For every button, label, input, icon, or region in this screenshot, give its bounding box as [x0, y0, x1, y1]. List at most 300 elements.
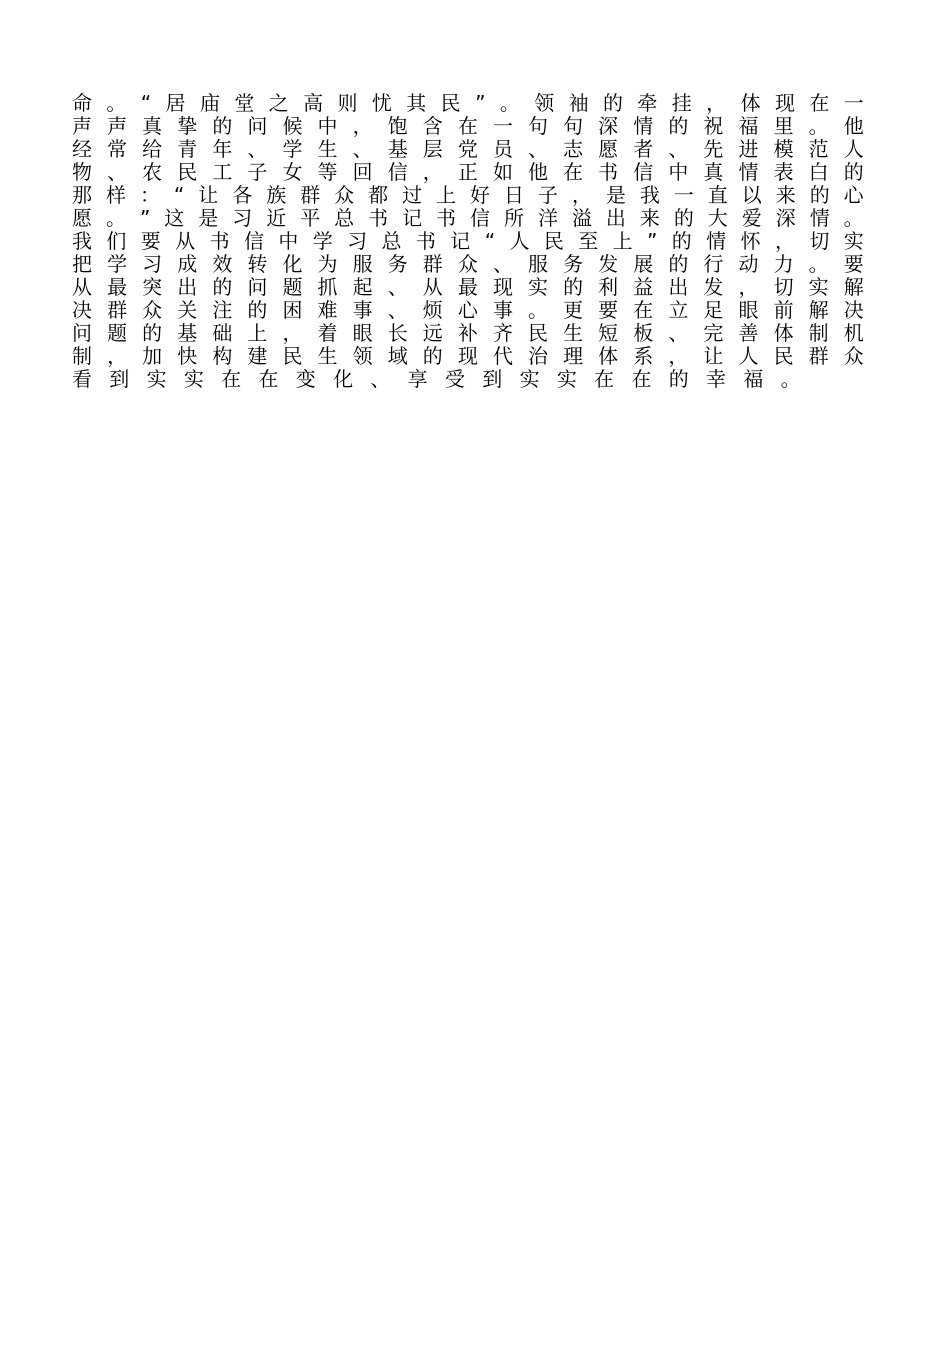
text-line: [72, 345, 864, 368]
glyph: 情: [809, 206, 830, 230]
glyph: 的: [668, 252, 689, 276]
glyph: 在: [221, 367, 242, 391]
glyph: 祝: [703, 114, 724, 138]
glyph: 着: [317, 321, 338, 345]
glyph: 出: [605, 206, 626, 230]
glyph: 众: [457, 252, 478, 276]
text-line: [72, 92, 864, 115]
glyph: 学: [312, 229, 333, 253]
glyph: 我: [72, 229, 92, 253]
glyph: 基: [177, 321, 198, 345]
glyph: 发: [598, 252, 619, 276]
glyph: ，: [282, 321, 303, 345]
glyph: 居: [165, 91, 186, 115]
glyph: 决: [843, 298, 864, 322]
glyph: 的: [673, 206, 694, 230]
glyph: 正: [457, 160, 478, 184]
glyph: 让: [198, 183, 219, 207]
glyph: 受: [444, 367, 465, 391]
glyph: 。: [808, 114, 829, 138]
glyph: 在: [594, 367, 615, 391]
glyph: 实: [183, 367, 204, 391]
glyph: 幸: [706, 367, 727, 391]
text-line: [72, 253, 864, 276]
text-line-last: [72, 368, 864, 391]
glyph: 从: [422, 275, 443, 299]
glyph: 我: [639, 183, 660, 207]
glyph: 突: [142, 275, 163, 299]
glyph: 情: [633, 114, 654, 138]
glyph: 足: [703, 298, 724, 322]
glyph: 愿: [598, 137, 619, 161]
glyph: 们: [106, 229, 127, 253]
glyph: 础: [212, 321, 233, 345]
glyph: 效: [212, 252, 233, 276]
glyph: 人: [843, 137, 864, 161]
glyph: 的: [212, 275, 233, 299]
glyph: 学: [107, 252, 128, 276]
glyph: 子: [537, 183, 558, 207]
glyph: 补: [457, 321, 478, 345]
glyph: 的: [809, 183, 830, 207]
glyph: ，: [352, 114, 373, 138]
text-line: [72, 207, 864, 230]
glyph: 记: [450, 229, 471, 253]
glyph: 先: [703, 137, 724, 161]
glyph: 务: [563, 252, 584, 276]
glyph: 直: [707, 183, 728, 207]
glyph: 为: [317, 252, 338, 276]
glyph: 。: [105, 206, 126, 230]
glyph: 实: [519, 367, 540, 391]
glyph: 真: [703, 160, 724, 184]
glyph: 的: [422, 344, 443, 368]
glyph: 好: [470, 183, 490, 207]
text-line: [72, 115, 864, 138]
glyph: 出: [177, 275, 198, 299]
glyph: 务: [387, 252, 408, 276]
glyph: 声: [107, 114, 128, 138]
glyph: 常: [107, 137, 128, 161]
glyph: 声: [72, 114, 92, 138]
glyph: 。: [843, 206, 864, 230]
glyph: 建: [247, 344, 268, 368]
glyph: 短: [598, 321, 619, 345]
glyph: ，: [422, 160, 443, 184]
glyph: 的: [247, 298, 268, 322]
glyph: 体: [740, 91, 761, 115]
glyph: ，: [706, 91, 727, 115]
glyph: 里: [773, 114, 794, 138]
glyph: 以: [741, 183, 762, 207]
text-line: [72, 276, 864, 299]
glyph: ：: [139, 183, 160, 207]
glyph: 书: [209, 229, 230, 253]
glyph: 域: [387, 344, 408, 368]
glyph: 深: [775, 206, 796, 230]
glyph: ，: [738, 275, 759, 299]
glyph: 中: [278, 229, 299, 253]
glyph: 人: [738, 344, 759, 368]
glyph: 眼: [738, 298, 759, 322]
glyph: 中: [668, 160, 689, 184]
glyph: 在: [563, 160, 584, 184]
glyph: 句: [563, 114, 584, 138]
glyph: 习: [142, 252, 163, 276]
glyph: 在: [457, 114, 478, 138]
glyph: 习: [347, 229, 368, 253]
glyph: 堂: [234, 91, 255, 115]
glyph: 切: [773, 275, 794, 299]
glyph: 学: [282, 137, 303, 161]
glyph: 年: [212, 137, 233, 161]
glyph: 问: [247, 114, 268, 138]
glyph: 构: [212, 344, 233, 368]
glyph: 体: [598, 344, 619, 368]
glyph: 上: [436, 183, 457, 207]
glyph: 总: [381, 229, 402, 253]
glyph: 福: [738, 114, 759, 138]
glyph: ，: [668, 344, 689, 368]
glyph: 书: [368, 206, 389, 230]
glyph: 眼: [352, 321, 373, 345]
glyph: 实: [808, 275, 829, 299]
glyph: 志: [563, 137, 584, 161]
glyph: ，: [774, 229, 795, 253]
glyph: 书: [415, 229, 436, 253]
glyph: 实: [146, 367, 167, 391]
glyph: 庙: [199, 91, 220, 115]
glyph: 一: [673, 183, 694, 207]
glyph: ，: [107, 344, 128, 368]
glyph: 饱: [387, 114, 408, 138]
glyph: 福: [743, 367, 764, 391]
glyph: 中: [317, 114, 338, 138]
glyph: 他: [843, 114, 864, 138]
glyph: 关: [177, 298, 198, 322]
glyph: 代: [492, 344, 513, 368]
glyph: 含: [422, 114, 443, 138]
glyph: 从: [175, 229, 196, 253]
glyph: 实: [556, 367, 577, 391]
glyph: 把: [72, 252, 92, 276]
glyph: 切: [809, 229, 830, 253]
glyph: 。: [780, 367, 801, 391]
glyph: 模: [773, 137, 794, 161]
glyph: 爱: [741, 206, 762, 230]
glyph: 制: [808, 321, 829, 345]
glyph: 上: [247, 321, 268, 345]
glyph: 到: [482, 367, 503, 391]
glyph: 来: [639, 206, 660, 230]
glyph: 完: [703, 321, 724, 345]
glyph: ，: [571, 183, 592, 207]
glyph: 生: [317, 344, 338, 368]
glyph: 袖: [568, 91, 589, 115]
glyph: 现: [774, 91, 795, 115]
glyph: 民: [528, 321, 549, 345]
glyph: 一: [492, 114, 513, 138]
glyph: 来: [775, 183, 796, 207]
glyph: 困: [282, 298, 303, 322]
glyph: 。: [499, 91, 520, 115]
glyph: ”: [139, 206, 151, 230]
glyph: 工: [212, 160, 233, 184]
glyph: 上: [612, 229, 633, 253]
glyph: 挚: [177, 114, 198, 138]
glyph: 在: [631, 367, 652, 391]
glyph: 记: [402, 206, 423, 230]
glyph: “: [140, 91, 152, 115]
glyph: 现: [457, 344, 478, 368]
glyph: ”: [647, 229, 658, 253]
glyph: 益: [633, 275, 654, 299]
glyph: 党: [457, 137, 478, 161]
glyph: 挂: [671, 91, 692, 115]
glyph: 白: [808, 160, 829, 184]
glyph: 日: [503, 183, 524, 207]
glyph: 烦: [422, 298, 443, 322]
glyph: 要: [843, 252, 864, 276]
glyph: 发: [703, 275, 724, 299]
glyph: 各: [232, 183, 253, 207]
glyph: 的: [671, 229, 692, 253]
glyph: 快: [177, 344, 198, 368]
glyph: 溢: [571, 206, 592, 230]
glyph: 立: [668, 298, 689, 322]
glyph: 习: [232, 206, 253, 230]
glyph: 心: [457, 298, 478, 322]
glyph: 层: [422, 137, 443, 161]
glyph: 服: [528, 252, 549, 276]
glyph: 理: [563, 344, 584, 368]
glyph: 群: [422, 252, 443, 276]
glyph: 至: [578, 229, 599, 253]
glyph: 要: [140, 229, 161, 253]
glyph: 如: [492, 160, 513, 184]
glyph: 子: [247, 160, 268, 184]
glyph: 决: [72, 298, 92, 322]
glyph: 农: [142, 160, 163, 184]
glyph: 在: [809, 91, 830, 115]
glyph: 他: [528, 160, 549, 184]
glyph: 的: [668, 114, 689, 138]
glyph: 难: [317, 298, 338, 322]
glyph: 抓: [317, 275, 338, 299]
glyph: 、: [492, 252, 513, 276]
glyph: 民: [440, 91, 461, 115]
glyph: 机: [843, 321, 864, 345]
glyph: 总: [334, 206, 355, 230]
glyph: 范: [808, 137, 829, 161]
glyph: 出: [668, 275, 689, 299]
glyph: 的: [563, 275, 584, 299]
glyph: 成: [177, 252, 198, 276]
glyph: 让: [703, 344, 724, 368]
glyph: 、: [370, 367, 391, 391]
glyph: 基: [387, 137, 408, 161]
glyph: 情: [738, 160, 759, 184]
glyph: 情: [706, 229, 727, 253]
glyph: 则: [337, 91, 358, 115]
glyph: 女: [282, 160, 303, 184]
glyph: 是: [198, 206, 219, 230]
glyph: 看: [72, 367, 92, 391]
glyph: 、: [247, 137, 268, 161]
glyph: 经: [72, 137, 92, 161]
glyph: “: [484, 229, 496, 253]
glyph: 实: [843, 229, 864, 253]
glyph: 命: [72, 91, 92, 115]
glyph: 忧: [371, 91, 392, 115]
glyph: 书: [436, 206, 457, 230]
glyph: 民: [773, 344, 794, 368]
glyph: 题: [107, 321, 128, 345]
glyph: 问: [247, 275, 268, 299]
glyph: 行: [703, 252, 724, 276]
text-line: [72, 322, 864, 345]
body-paragraph: [72, 92, 864, 391]
glyph: 、: [107, 160, 128, 184]
glyph: 过: [402, 183, 423, 207]
glyph: 问: [72, 321, 92, 345]
glyph: 众: [334, 183, 355, 207]
glyph: 的: [142, 321, 163, 345]
glyph: 等: [317, 160, 338, 184]
glyph: 员: [492, 137, 513, 161]
glyph: 治: [528, 344, 549, 368]
glyph: 生: [317, 137, 338, 161]
glyph: 实: [528, 275, 549, 299]
glyph: 众: [142, 298, 163, 322]
glyph: 所: [503, 206, 524, 230]
text-line: [72, 299, 864, 322]
glyph: 愿: [72, 206, 92, 230]
glyph: 人: [509, 229, 530, 253]
glyph: 起: [352, 275, 373, 299]
glyph: 。: [106, 91, 127, 115]
glyph: 展: [633, 252, 654, 276]
glyph: 的: [212, 114, 233, 138]
glyph: 远: [422, 321, 443, 345]
glyph: 一: [843, 91, 864, 115]
glyph: 利: [598, 275, 619, 299]
glyph: 更: [563, 298, 584, 322]
text-line: [72, 161, 864, 184]
glyph: 事: [492, 298, 513, 322]
glyph: 解: [843, 275, 864, 299]
glyph: 怀: [740, 229, 761, 253]
glyph: 的: [603, 91, 623, 115]
glyph: 制: [72, 344, 92, 368]
glyph: 系: [633, 344, 654, 368]
glyph: 转: [247, 252, 268, 276]
glyph: 民: [543, 229, 564, 253]
glyph: 力: [773, 252, 794, 276]
glyph: “: [173, 183, 185, 207]
text-line: [72, 138, 864, 161]
glyph: 、: [668, 321, 689, 345]
glyph: 动: [738, 252, 759, 276]
glyph: 物: [72, 160, 92, 184]
glyph: ”: [475, 91, 486, 115]
glyph: 、: [352, 137, 373, 161]
glyph: 到: [109, 367, 130, 391]
glyph: 者: [633, 137, 654, 161]
glyph: 众: [843, 344, 864, 368]
glyph: 回: [352, 160, 373, 184]
glyph: 青: [177, 137, 198, 161]
glyph: 真: [142, 114, 163, 138]
glyph: 、: [387, 275, 408, 299]
glyph: 要: [598, 298, 619, 322]
glyph: 最: [457, 275, 478, 299]
text-line: [72, 184, 864, 207]
glyph: 现: [492, 275, 513, 299]
glyph: 群: [808, 344, 829, 368]
glyph: 深: [598, 114, 619, 138]
glyph: 那: [72, 183, 92, 207]
glyph: 大: [707, 206, 728, 230]
glyph: 表: [773, 160, 794, 184]
glyph: 在: [258, 367, 279, 391]
glyph: 民: [282, 344, 303, 368]
glyph: 这: [164, 206, 185, 230]
glyph: 享: [407, 367, 428, 391]
glyph: 领: [352, 344, 373, 368]
glyph: 、: [668, 137, 689, 161]
glyph: 民: [177, 160, 198, 184]
glyph: 信: [633, 160, 654, 184]
glyph: 给: [142, 137, 163, 161]
glyph: 事: [352, 298, 373, 322]
glyph: 生: [563, 321, 584, 345]
glyph: 都: [368, 183, 389, 207]
glyph: 齐: [492, 321, 513, 345]
glyph: 从: [72, 275, 92, 299]
glyph: 题: [282, 275, 303, 299]
glyph: 化: [282, 252, 303, 276]
glyph: 注: [212, 298, 233, 322]
glyph: 加: [142, 344, 163, 368]
glyph: 、: [387, 298, 408, 322]
glyph: 信: [470, 206, 490, 230]
glyph: 族: [266, 183, 287, 207]
glyph: 领: [534, 91, 555, 115]
glyph: 平: [300, 206, 321, 230]
glyph: 之: [268, 91, 289, 115]
glyph: 、: [528, 137, 549, 161]
glyph: 候: [282, 114, 303, 138]
glyph: 长: [387, 321, 408, 345]
glyph: 是: [605, 183, 626, 207]
glyph: 。: [808, 252, 829, 276]
glyph: 近: [266, 206, 287, 230]
glyph: 化: [333, 367, 354, 391]
glyph: 善: [738, 321, 759, 345]
glyph: 的: [668, 367, 689, 391]
glyph: 洋: [537, 206, 558, 230]
glyph: 解: [808, 298, 829, 322]
glyph: 信: [243, 229, 264, 253]
glyph: 句: [528, 114, 549, 138]
glyph: 。: [528, 298, 549, 322]
glyph: 其: [406, 91, 427, 115]
glyph: 书: [598, 160, 619, 184]
text-line: [72, 230, 864, 253]
glyph: 进: [738, 137, 759, 161]
glyph: 服: [352, 252, 373, 276]
